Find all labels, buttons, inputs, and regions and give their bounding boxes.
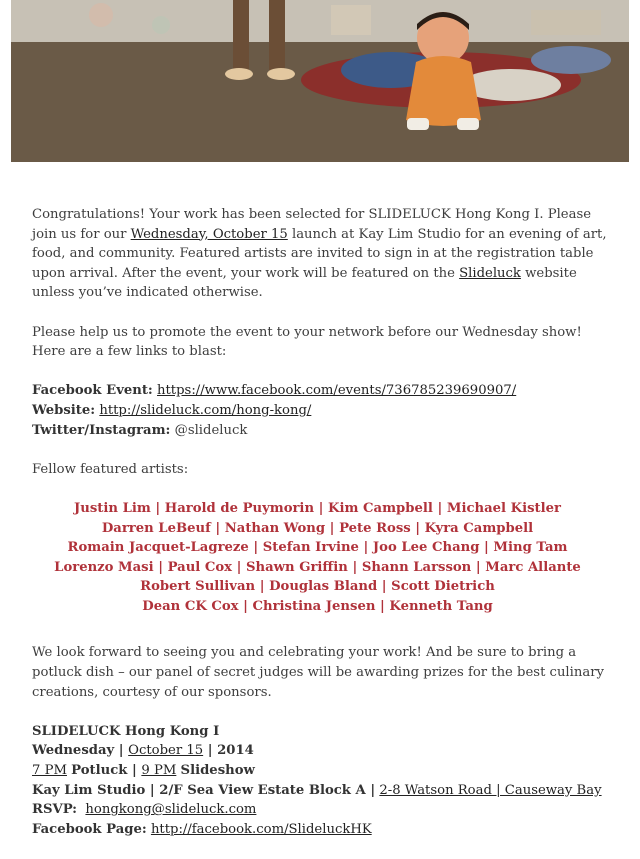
artist-line: Romain Jacquet-Lagreze | Stefan Irvine | Joo Lee Chang | Ming Tam (67, 540, 568, 556)
closing-paragraph: We look forward to seeing you and celebrating your work! And be sure to bring a potluck dish – our panel of secret judges will be awarding prizes for the best culinary creations, courtesy of our sponsors. (32, 645, 604, 700)
twitter-label: Twitter/Instagram: (32, 422, 171, 438)
time-link-slideshow[interactable]: 9 PM (141, 763, 177, 779)
venue: Kay Lim Studio | 2/F Sea View Estate Block A | (32, 782, 376, 798)
event-date-link[interactable]: October 15 (128, 743, 204, 759)
facebook-event-label: Facebook Event: (32, 383, 153, 399)
facebook-event-link[interactable]: https://www.facebook.com/events/736785239690907/ (157, 383, 517, 399)
slideluck-link[interactable]: Slideluck (459, 265, 521, 281)
event-details: SLIDELUCK Hong Kong I Wednesday | October 15 | 2014 7 PM Potluck | 9 PM Slideshow Kay Lim Studio | 2/F Sea View Estate Block A | 2-8 Watson Road | Causeway Bay RSVP: hongkong@slideluck.com Facebook Page: http://facebook.com/SlideluckHK (32, 723, 602, 837)
hero-photo-illustration (11, 0, 629, 162)
rsvp-label: RSVP: (32, 802, 78, 818)
website-label: Website: (32, 402, 96, 418)
facebook-page-link[interactable]: http://facebook.com/SlideluckHK (150, 821, 372, 837)
email-body (32, 205, 612, 859)
time-link-potluck[interactable]: 7 PM (32, 763, 67, 779)
event-title: SLIDELUCK Hong Kong I (32, 723, 220, 739)
website-link[interactable]: http://slideluck.com/hong-kong/ (99, 402, 312, 418)
address-link[interactable]: 2-8 Watson Road | Causeway Bay (379, 782, 602, 798)
artist-line: Darren LeBeuf | Nathan Wong | Pete Ross | Kyra Campbell (101, 520, 534, 536)
artist-line: Dean CK Cox | Christina Jensen | Kenneth Tang (142, 598, 493, 614)
date-link[interactable]: Wednesday, October 15 (130, 226, 288, 242)
fellow-artists-label: Fellow featured artists: (32, 461, 189, 477)
artist-list (20, 499, 615, 617)
artist-line: Lorenzo Masi | Paul Cox | Shawn Griffin | Shann Larsson | Marc Allante (54, 559, 581, 575)
links-block (32, 381, 612, 440)
hero-photo (11, 0, 629, 162)
intro-paragraph: Congratulations! Your work has been selected for SLIDELUCK Hong Kong I. Please join us for our Wednesday, October 15 launch at Kay Lim Studio for an evening of art, food, and community. Featured artists are invited to sign in at the registration table upon arrival. After the event, your work will be featured on the Slideluck website unless you’ve indicated otherwise. (32, 207, 607, 301)
facebook-page-label: Facebook Page: (32, 821, 147, 837)
promo-paragraph: Please help us to promote the event to your network before our Wednesday show! Here are a few links to blast: (32, 324, 582, 360)
rsvp-email-link[interactable]: hongkong@slideluck.com (85, 802, 257, 818)
artist-line: Justin Lim | Harold de Puymorin | Kim Campbell | Michael Kistler (74, 500, 561, 516)
artist-line: Robert Sullivan | Douglas Bland | Scott Dietrich (140, 579, 495, 595)
twitter-handle: @slideluck (174, 422, 248, 438)
